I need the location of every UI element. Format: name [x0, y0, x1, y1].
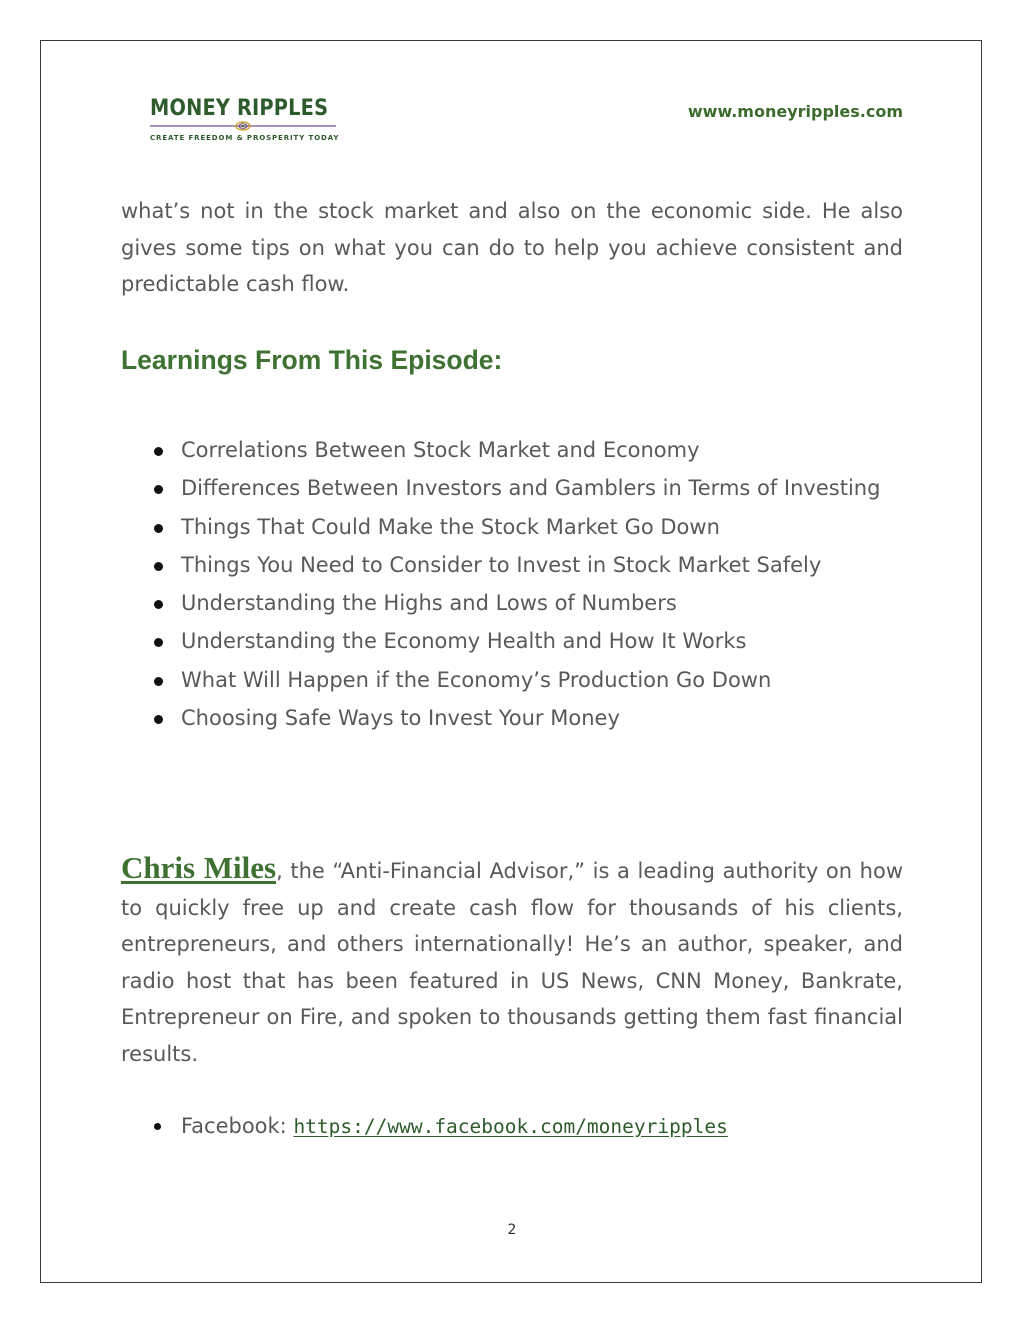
bullet-icon — [154, 600, 163, 609]
facebook-link[interactable]: https://www.facebook.com/moneyripples — [293, 1115, 728, 1138]
site-url: www.moneyripples.com — [687, 102, 903, 121]
bullet-icon — [154, 562, 163, 571]
bullet-icon — [154, 447, 163, 456]
logo-swirl-icon — [150, 120, 336, 132]
bullet-icon — [154, 715, 163, 724]
bullet-icon — [154, 638, 163, 647]
list-item-text: Understanding the Economy Health and How It Works — [181, 629, 747, 654]
list-item — [121, 547, 903, 584]
facebook-label: Facebook: — [181, 1114, 294, 1138]
list-item-text: What Will Happen if the Economy’s Production Go Down — [181, 667, 772, 692]
money-ripples-logo — [150, 96, 340, 152]
intro-paragraph: what’s not in the stock market and also on the economic side. He also gives some tips on what you can do to help you achieve consistent and predictable cash flow. — [121, 199, 903, 297]
list-item — [121, 700, 903, 737]
bullet-icon — [154, 485, 163, 494]
logo-tagline: CREATE FREEDOM & PROSPERITY TODAY — [150, 134, 340, 142]
list-item-text: Differences Between Investors and Gamblers in Terms of Investing — [181, 476, 881, 501]
page-number: 2 — [507, 1222, 517, 1238]
list-item — [121, 662, 903, 699]
bullet-icon — [154, 524, 163, 533]
bullet-icon — [154, 677, 163, 686]
list-item-text: Choosing Safe Ways to Invest Your Money — [181, 705, 620, 730]
list-item-text: Things You Need to Consider to Invest in Stock Market Safely — [181, 552, 822, 577]
list-item — [121, 623, 903, 660]
list-item-text: Things That Could Make the Stock Market Go Down — [181, 514, 720, 539]
list-item-text: Correlations Between Stock Market and Economy — [181, 438, 700, 462]
learnings-list — [121, 432, 903, 738]
logo-title: MONEY RIPPLES — [150, 96, 329, 121]
bio-name-link[interactable]: Chris Miles — [121, 850, 277, 885]
list-item — [121, 509, 903, 546]
social-links-list — [121, 1108, 903, 1145]
list-item — [121, 470, 903, 507]
list-item — [121, 432, 903, 469]
learnings-heading: Learnings From This Episode: — [121, 345, 503, 375]
list-item — [121, 1108, 903, 1145]
list-item — [121, 585, 903, 622]
bullet-icon — [154, 1123, 161, 1130]
list-item-text: Understanding the Highs and Lows of Numbers — [181, 591, 677, 616]
bio-paragraph — [121, 850, 903, 1073]
bio-text: , the “Anti-Financial Advisor,” is a leading authority on how to quickly free up and create cash flow for thousands of his clients, entrepreneurs, and others internationally! He’s an author, speaker, and radio host that has been featured in US News, CNN Money, Bankrate, Entrepreneur on Fire, and spoken to thousands getting them fast financial results. — [121, 859, 903, 1066]
